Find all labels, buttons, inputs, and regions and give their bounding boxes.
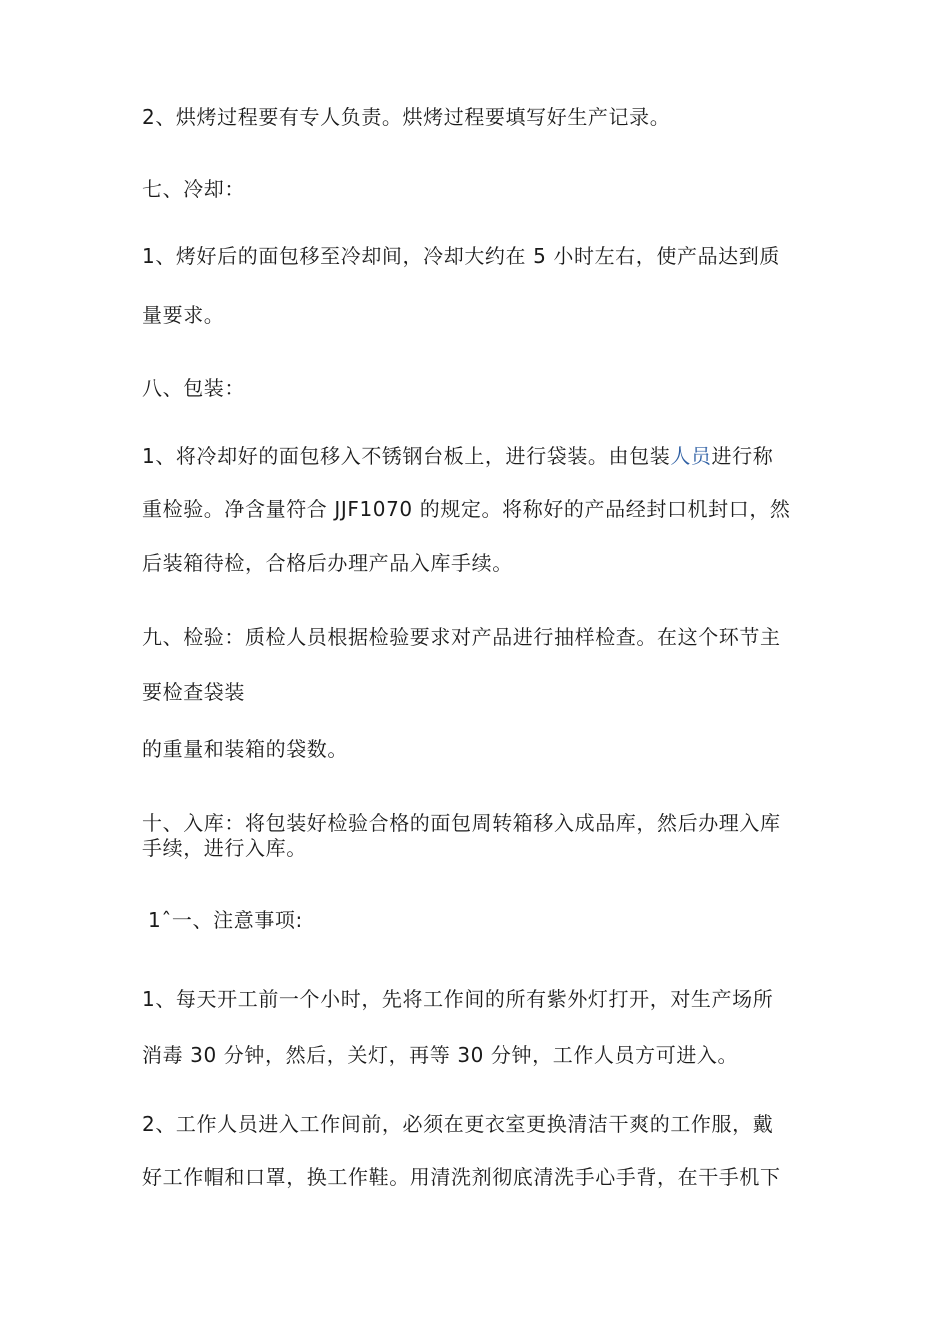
paragraph-line: 量要求。 [142,303,225,327]
paragraph-line: 要检查袋装 [142,680,245,704]
paragraph-line: 重检验。净含量符合 JJF1070 的规定。将称好的产品经封口机封口，然 [142,497,791,521]
paragraph-line: 十、入库：将包装好检验合格的面包周转箱移入成品库，然后办理入库 [142,811,781,835]
paragraph-line: 2、烘烤过程要有专人负责。烘烤过程要填写好生产记录。 [142,105,671,129]
paragraph-text: 进行称 [711,444,774,468]
section-heading: 1ˆ一、注意事项: [148,908,303,932]
paragraph-line: 消毒 30 分钟，然后，关灯，再等 30 分钟，工作人员方可进入。 [142,1043,739,1067]
paragraph-line: 好工作帽和口罩，换工作鞋。用清洗剂彻底清洗手心手背，在干手机下 [142,1165,781,1189]
section-heading: 七、冷却： [142,177,245,201]
personnel-link[interactable]: 人员 [670,444,712,468]
paragraph-text: 1、将冷却好的面包移入不锈钢台板上，进行袋装。由包装 [142,444,671,468]
paragraph-line [142,443,773,469]
paragraph-line: 后装箱待检，合格后办理产品入库手续。 [142,551,513,575]
paragraph-line: 1、烤好后的面包移至冷却间，冷却大约在 5 小时左右，使产品达到质 [142,244,780,268]
paragraph-line: 2、工作人员进入工作间前，必须在更衣室更换清洁干爽的工作服，戴 [142,1112,774,1136]
section-heading: 八、包装： [142,376,245,400]
paragraph-line: 手续，进行入库。 [142,836,307,860]
paragraph-line: 的重量和装箱的袋数。 [142,737,348,761]
paragraph-line: 九、检验：质检人员根据检验要求对产品进行抽样检查。在这个环节主 [142,625,781,649]
paragraph-line: 1、每天开工前一个小时，先将工作间的所有紫外灯打开，对生产场所 [142,987,774,1011]
